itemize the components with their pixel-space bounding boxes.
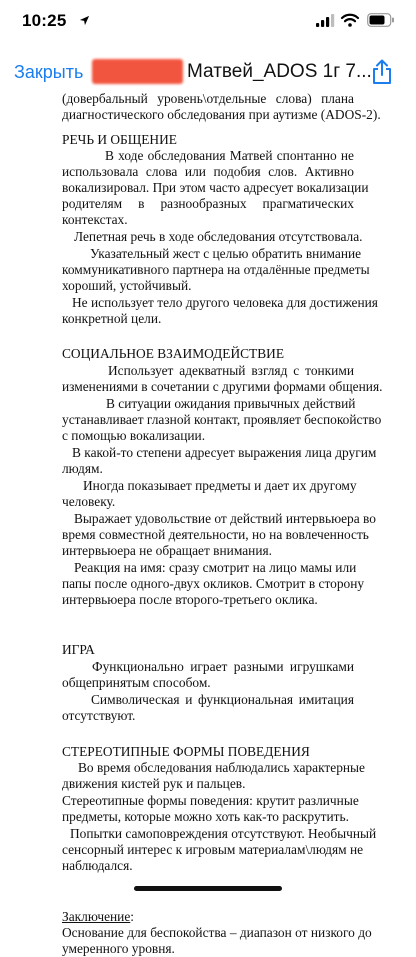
play-line-2: общепринятым способом. — [62, 675, 211, 690]
speech-line-5: контекстах. — [62, 212, 128, 227]
social-line-9: человеку. — [62, 494, 116, 509]
speech-line-2: использовала слова или подобия слов. Активно — [62, 164, 354, 179]
speech-heading: РЕЧЬ И ОБЩЕНИЕ — [62, 132, 177, 147]
conclusion-heading-line — [62, 909, 354, 925]
conclusion-colon: : — [130, 909, 135, 924]
social-line-5: с помощью вокализации. — [62, 428, 206, 443]
play-line-4: отсутствуют. — [62, 708, 136, 723]
stereo-line-5: Попытки самоповреждения отсутствуют. Необычный — [70, 826, 377, 841]
stereo-line-7: наблюдался. — [62, 858, 133, 873]
stereo-line-4: предметы, которые можно хоть как-то раскрутить. — [62, 809, 349, 824]
stereo-line-1: Во время обследования наблюдались характерные — [78, 760, 365, 775]
speech-line-8: коммуникативного партнера на отдалённые предметы — [62, 262, 370, 277]
social-line-14: папы после одного-двух окликов. Смотрит в сторону — [62, 576, 365, 591]
social-line-6: В какой-то степени адресует выражения лица другим — [72, 445, 377, 460]
cellular-signal-icon — [316, 14, 335, 27]
social-line-13: Реакция на имя: сразу смотрит на лицо мамы или — [74, 560, 357, 575]
home-indicator[interactable] — [134, 886, 282, 891]
intro-line-1: (довербальный уровень\отдельные слова) плана — [62, 91, 354, 106]
speech-line-3: вокализировал. При этом часто адресует вокализации — [62, 180, 369, 195]
social-line-3: В ситуации ожидания привычных действий — [106, 396, 356, 411]
stereo-line-3: Стереотипные формы поведения: крутит различные — [62, 793, 359, 808]
stereo-line-2: движения кистей рук и пальцев. — [62, 776, 246, 791]
social-heading: СОЦИАЛЬНОЕ ВЗАИМОДЕЙСТВИЕ — [62, 346, 285, 361]
wifi-icon — [341, 13, 359, 27]
status-time: 10:25 — [22, 11, 67, 30]
document-page — [0, 86, 416, 956]
intro-line-2: диагностического обследования при аутизме (ADOS-2). — [62, 107, 381, 122]
stereo-heading: СТЕРЕОТИПНЫЕ ФОРМЫ ПОВЕДЕНИЯ — [62, 744, 310, 759]
social-line-15: интервьюера после второго-третьего оклика. — [62, 592, 318, 607]
social-line-11: время совместной деятельности, но на вовлеченность — [62, 527, 369, 542]
share-icon[interactable] — [371, 58, 393, 86]
status-bar — [0, 0, 416, 46]
social-line-2: изменениями в сочетании с другими формами общения. — [62, 379, 383, 394]
speech-line-1: В ходе обследования Матвей спонтанно не — [105, 148, 354, 163]
speech-line-9: хороший, устойчивый. — [62, 278, 192, 293]
battery-icon — [367, 13, 395, 27]
speech-line-7: Указательный жест с целью обратить внимание — [90, 246, 362, 261]
social-line-12: интервьюера не обращает внимания. — [62, 543, 273, 558]
speech-line-11: конкретной цели. — [62, 311, 162, 326]
speech-line-6: Лепетная речь в ходе обследования отсутствовала. — [74, 229, 363, 244]
play-line-3: Символическая и функциональная имитация — [91, 692, 354, 707]
social-line-8: Иногда показывает предметы и дает их другому — [83, 478, 357, 493]
location-arrow-icon — [79, 15, 90, 26]
conclusion-line-1: Основание для беспокойства – диапазон от низкого до — [62, 925, 372, 940]
social-line-4: устанавливает глазной контакт, проявляет беспокойство — [62, 412, 382, 427]
social-line-1: Использует адекватный взгляд с тонкими — [108, 363, 354, 378]
social-line-10: Выражает удовольствие от действий интервьюера во — [74, 511, 376, 526]
speech-line-4: родителям в разнообразных прагматических — [62, 196, 354, 211]
social-line-7: людям. — [62, 461, 103, 476]
play-line-1: Функционально играет разными игрушками — [92, 659, 354, 674]
redacted-name-block — [92, 59, 183, 84]
conclusion-line-2: умеренного уровня. — [62, 941, 175, 956]
document-title: Матвей_ADOS 1г 7... — [187, 61, 372, 82]
conclusion-heading: Заключение — [62, 909, 131, 924]
close-button[interactable]: Закрыть — [14, 62, 84, 82]
stereo-line-6: сенсорный интерес к игровым материалам\людям не — [62, 842, 364, 857]
speech-line-10: Не использует тело другого человека для достижения — [72, 295, 378, 310]
play-heading: ИГРА — [62, 642, 95, 657]
